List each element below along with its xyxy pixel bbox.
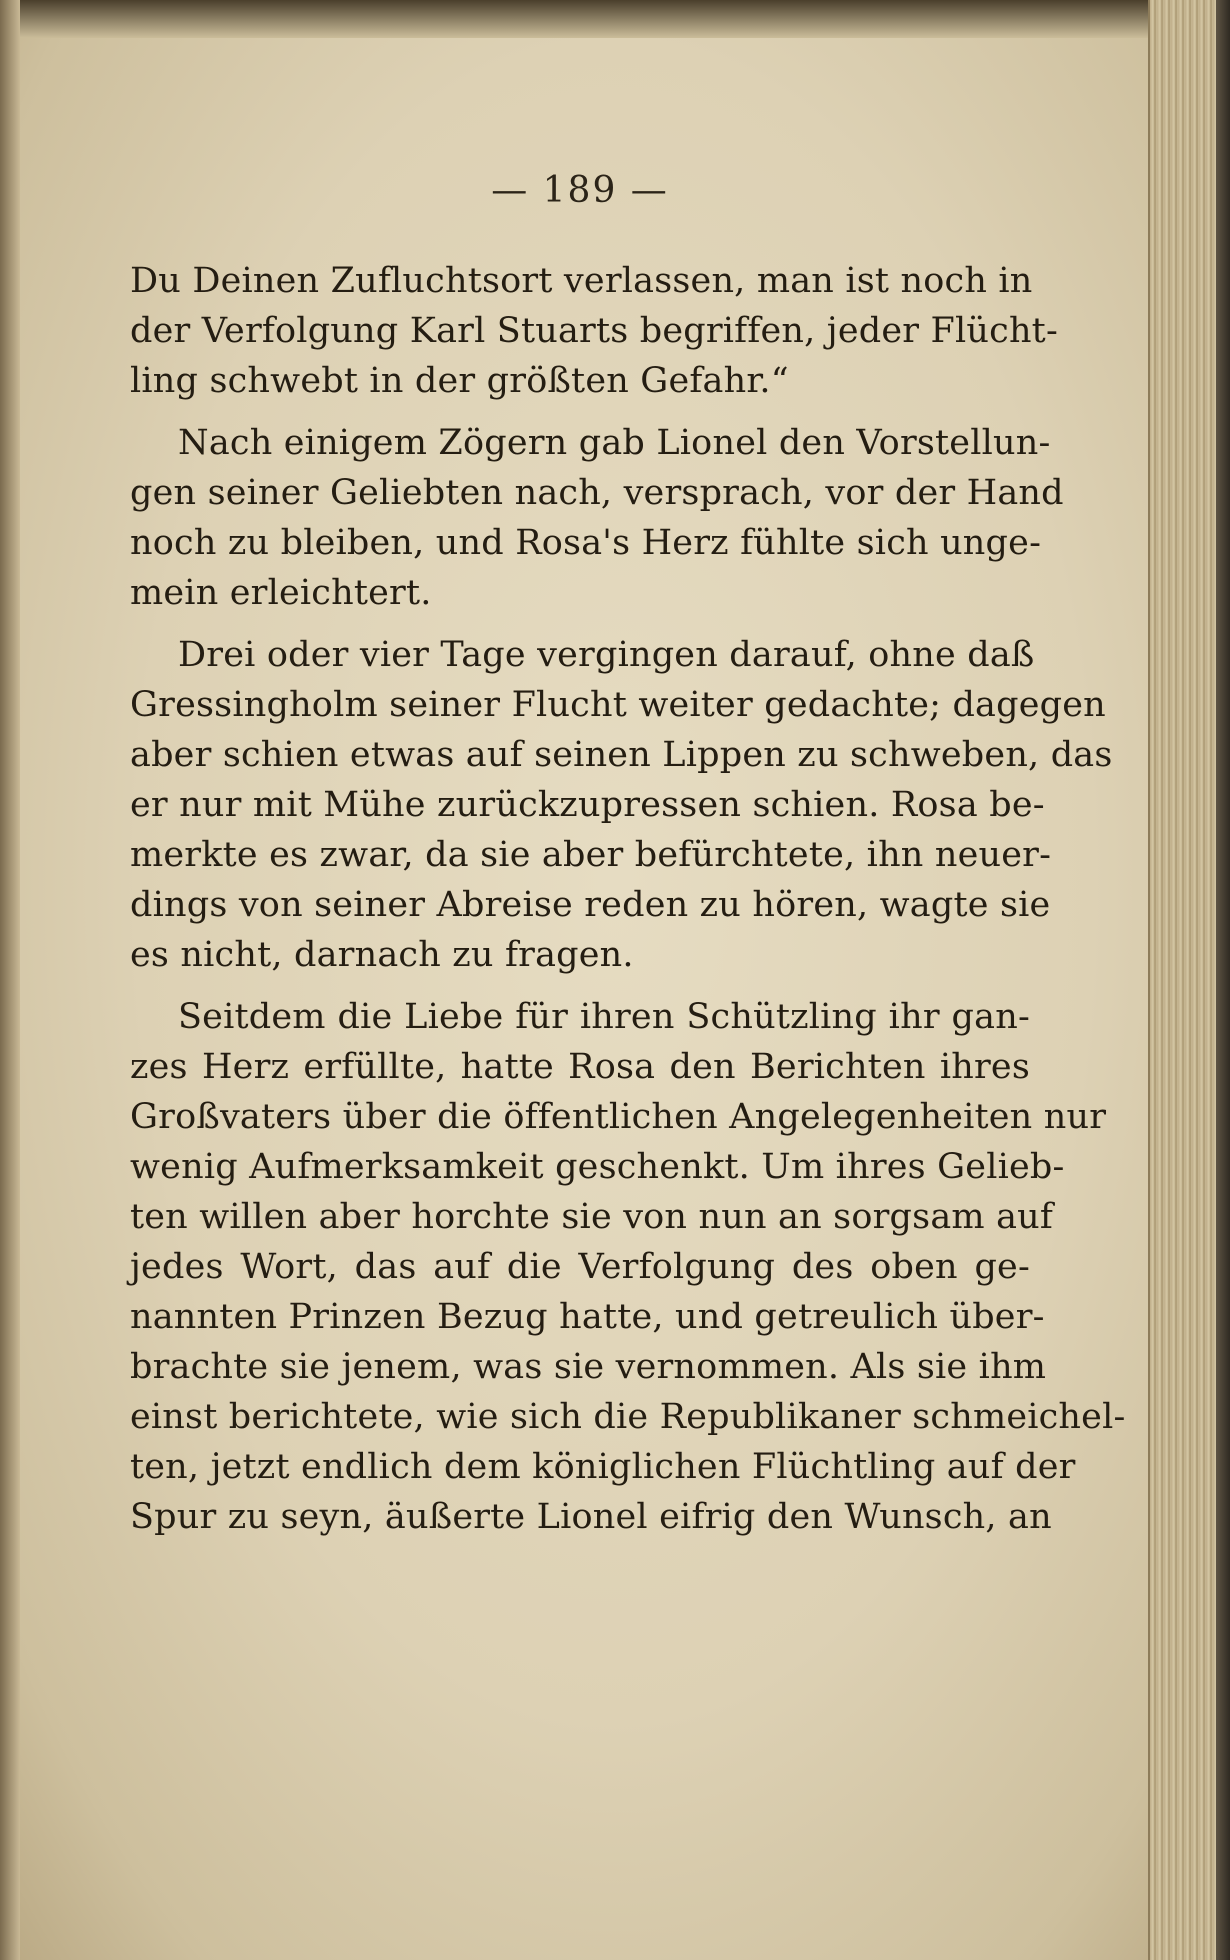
page-content [130, 170, 1126, 1690]
text-line: Gressingholm seiner Flucht weiter gedachte; dagegen [130, 685, 1106, 725]
text-line: wenig Aufmerksamkeit geschenkt. Um ihres Gelieb- [130, 1147, 1065, 1187]
text-line: Nach einigem Zögern gab Lionel den Vorstellun- [178, 423, 1051, 463]
text-line: es nicht, darnach zu fragen. [130, 935, 634, 975]
text-line: dings von seiner Abreise reden zu hören, wagte sie [130, 885, 1051, 925]
text-line: Du Deinen Zufluchtsort verlassen, man ist noch in [130, 261, 1033, 301]
text-line: jedes Wort, das auf die Verfolgung des oben ge- [130, 1247, 1030, 1287]
page-number: — 189 — [491, 170, 669, 211]
page-top-shadow [0, 0, 1230, 38]
body-text [130, 256, 1126, 1542]
paragraph-4 [130, 992, 1126, 1542]
text-line: zes Herz erfüllte, hatte Rosa den Berichten ihres [130, 1047, 1030, 1087]
text-line: aber schien etwas auf seinen Lippen zu schweben, das [130, 735, 1113, 775]
text-line: brachte sie jenem, was sie vernommen. Als sie ihm [130, 1347, 1047, 1387]
text-line: mein erleichtert. [130, 573, 432, 613]
text-line: Spur zu seyn, äußerte Lionel eifrig den Wunsch, an [130, 1497, 1052, 1537]
page-gutter-shadow [0, 0, 20, 1960]
text-line: noch zu bleiben, und Rosa's Herz fühlte sich unge- [130, 523, 1042, 563]
text-line: Seitdem die Liebe für ihren Schützling ihr gan- [178, 997, 1030, 1037]
text-line: gen seiner Geliebten nach, versprach, vor der Hand [130, 473, 1064, 513]
text-line: der Verfolgung Karl Stuarts begriffen, jeder Flücht- [130, 311, 1058, 351]
text-line: merkte es zwar, da sie aber befürchtete, ihn neuer- [130, 835, 1052, 875]
text-line: Großvaters über die öffentlichen Angelegenheiten nur [130, 1097, 1107, 1137]
text-line: ten willen aber horchte sie von nun an sorgsam auf [130, 1197, 1054, 1237]
text-line: nannten Prinzen Bezug hatte, und getreulich über- [130, 1297, 1045, 1337]
text-line: Drei oder vier Tage vergingen darauf, ohne daß [178, 635, 1035, 675]
paragraph-1 [130, 256, 1058, 406]
paragraph-2 [130, 418, 1064, 618]
text-line: ling schwebt in der größten Gefahr.“ [130, 361, 789, 401]
text-line: ten, jetzt endlich dem königlichen Flüchtling auf der [130, 1447, 1076, 1487]
text-line: einst berichtete, wie sich die Republikaner schmeichel- [130, 1397, 1126, 1437]
paragraph-3 [130, 630, 1113, 980]
book-cover-edge [1216, 0, 1230, 1960]
text-line: er nur mit Mühe zurückzupressen schien. Rosa be- [130, 785, 1045, 825]
